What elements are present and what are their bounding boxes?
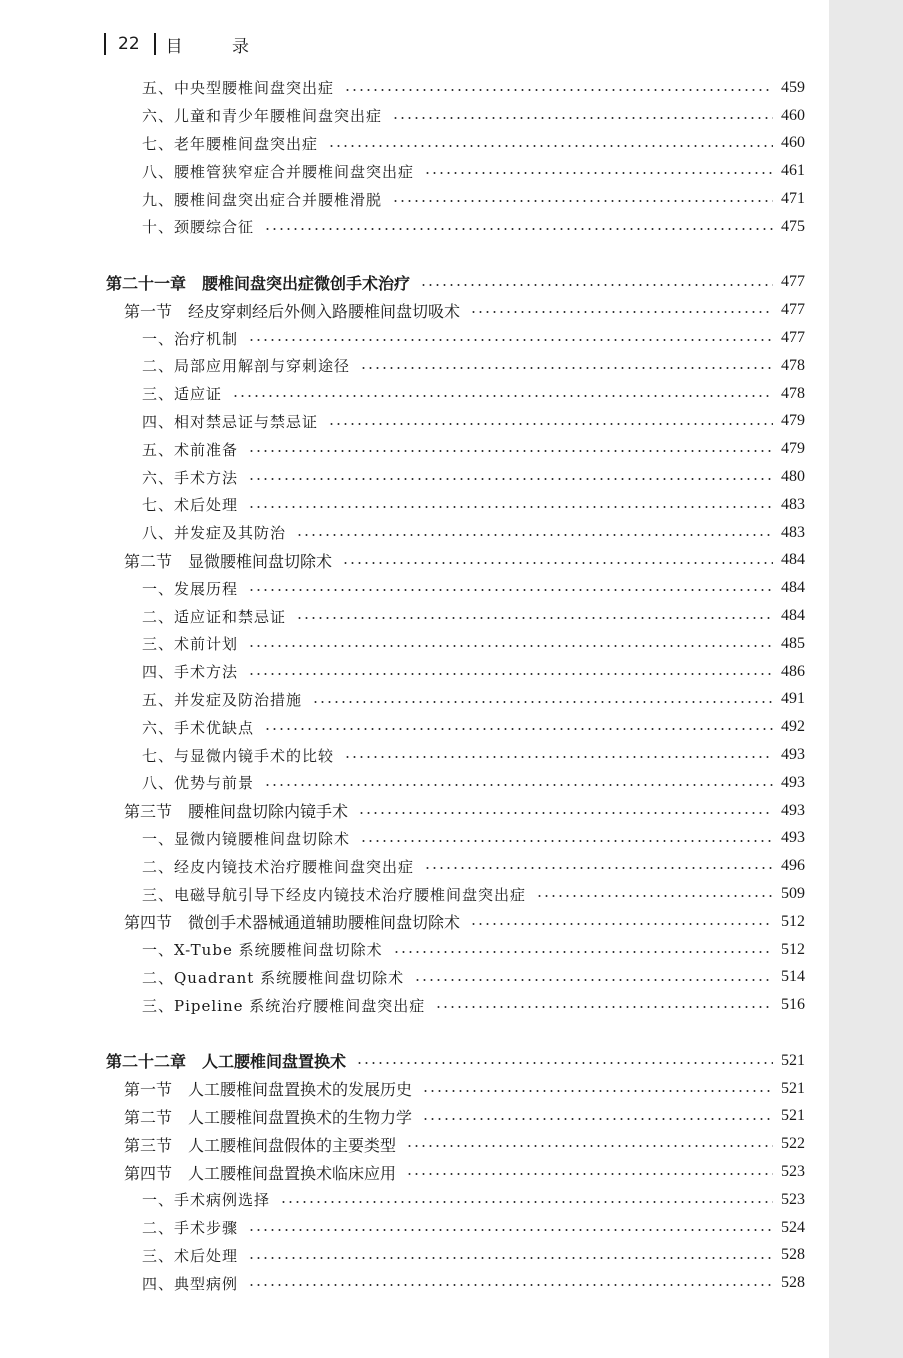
toc-entry-title: 第二节 人工腰椎间盘置换术的生物力学 xyxy=(124,1107,413,1127)
toc-chapter-entry[interactable] xyxy=(0,269,829,297)
toc-entry-title: 二、Quadrant 系统腰椎间盘切除术 xyxy=(142,968,405,987)
toc-item-entry[interactable] xyxy=(0,630,829,658)
toc-entry-page-number: 524 xyxy=(781,1218,805,1236)
dot-leader xyxy=(424,157,773,185)
toc-entry-title: 第二十二章 人工腰椎间盘置换术 xyxy=(106,1052,347,1072)
toc-item-entry[interactable] xyxy=(0,686,829,714)
dot-leader xyxy=(312,686,773,714)
toc-entry-page-number: 493 xyxy=(781,829,805,847)
dot-leader xyxy=(248,630,773,658)
toc-entry-page-number: 522 xyxy=(781,1135,805,1153)
dot-leader xyxy=(296,602,773,630)
toc-entry-page-number: 514 xyxy=(781,968,805,986)
dot-leader xyxy=(392,102,773,130)
dot-leader xyxy=(420,269,773,297)
toc-entry-page-number: 496 xyxy=(781,857,805,875)
dot-leader xyxy=(248,658,773,686)
toc-entry-title: 第二节 显微腰椎间盘切除术 xyxy=(124,551,333,571)
toc-entry-page-number: 475 xyxy=(781,217,805,235)
toc-entry-page-number: 479 xyxy=(781,440,805,458)
toc-entry-title: 四、相对禁忌证与禁忌证 xyxy=(142,412,319,431)
toc-item-entry[interactable] xyxy=(0,519,829,547)
toc-section-entry[interactable] xyxy=(0,1103,829,1131)
dot-leader xyxy=(470,908,773,936)
dot-leader xyxy=(328,130,773,158)
toc-entry-page-number: 521 xyxy=(781,1051,805,1069)
toc-item-entry[interactable] xyxy=(0,157,829,185)
toc-entry-page-number: 460 xyxy=(781,106,805,124)
toc-entry-title: 第四节 人工腰椎间盘置换术临床应用 xyxy=(124,1163,397,1183)
dot-leader xyxy=(264,769,773,797)
toc-item-entry[interactable] xyxy=(0,658,829,686)
toc-entry-page-number: 459 xyxy=(781,78,805,96)
toc-item-entry[interactable] xyxy=(0,213,829,241)
dot-leader xyxy=(280,1186,773,1214)
toc-entry-title: 三、适应证 xyxy=(142,385,223,404)
page-edge-strip xyxy=(829,0,903,1358)
dot-leader xyxy=(470,296,773,324)
toc-chapter-entry[interactable] xyxy=(0,1047,829,1075)
toc-item-entry[interactable] xyxy=(0,964,829,992)
toc-entry-page-number: 509 xyxy=(781,885,805,903)
dot-leader xyxy=(232,380,773,408)
toc-entry-title: 六、手术方法 xyxy=(142,468,239,487)
dot-leader xyxy=(264,713,773,741)
toc-entry-page-number: 460 xyxy=(781,134,805,152)
toc-entry-title: 七、术后处理 xyxy=(142,496,239,515)
dot-leader xyxy=(360,825,773,853)
dot-leader xyxy=(328,408,773,436)
dot-leader xyxy=(422,1103,773,1131)
toc-item-entry[interactable] xyxy=(0,852,829,880)
toc-entry-title: 第一节 经皮穿刺经后外侧入路腰椎间盘切吸术 xyxy=(124,301,461,321)
toc-entry-title: 十、颈腰综合征 xyxy=(142,218,255,237)
toc-entry-title: 四、典型病例 xyxy=(142,1274,239,1293)
dot-leader xyxy=(344,74,773,102)
page-number: 22 xyxy=(118,34,140,54)
toc-item-entry[interactable] xyxy=(0,74,829,102)
toc-entry-page-number: 528 xyxy=(781,1274,805,1292)
dot-leader xyxy=(344,741,773,769)
toc-entry-title: 一、手术病例选择 xyxy=(142,1191,271,1210)
toc-entry-page-number: 512 xyxy=(781,940,805,958)
toc-item-entry[interactable] xyxy=(0,130,829,158)
toc-entry-title: 三、Pipeline 系统治疗腰椎间盘突出症 xyxy=(142,996,426,1015)
toc-section-entry[interactable] xyxy=(0,547,829,575)
toc-entry-title: 三、术前计划 xyxy=(142,635,239,654)
toc-entry-title: 第四节 微创手术器械通道辅助腰椎间盘切除术 xyxy=(124,913,461,933)
toc-entry-page-number: 528 xyxy=(781,1246,805,1264)
dot-leader xyxy=(536,880,773,908)
toc-entry-page-number: 521 xyxy=(781,1079,805,1097)
dot-leader xyxy=(422,1075,773,1103)
toc-entry-title: 五、并发症及防治措施 xyxy=(142,690,303,709)
toc-entry-title: 六、手术优缺点 xyxy=(142,718,255,737)
dot-leader xyxy=(424,852,773,880)
toc-entry-title: 一、X-Tube 系统腰椎间盘切除术 xyxy=(142,941,383,960)
toc-entry-page-number: 471 xyxy=(781,190,805,208)
running-header xyxy=(104,30,271,58)
dot-leader xyxy=(356,1047,773,1075)
toc-entry-page-number: 483 xyxy=(781,495,805,513)
toc-entry-page-number: 484 xyxy=(781,551,805,569)
toc-entry-title: 二、局部应用解剖与穿刺途径 xyxy=(142,357,351,376)
toc-entry-page-number: 484 xyxy=(781,607,805,625)
toc-item-entry[interactable] xyxy=(0,1269,829,1297)
toc-entry-page-number: 521 xyxy=(781,1107,805,1125)
toc-entry-page-number: 484 xyxy=(781,579,805,597)
dot-leader xyxy=(248,574,773,602)
toc-item-entry[interactable] xyxy=(0,352,829,380)
toc-entry-title: 一、治疗机制 xyxy=(142,329,239,348)
toc-item-entry[interactable] xyxy=(0,1214,829,1242)
toc-item-entry[interactable] xyxy=(0,769,829,797)
toc-entry-title: 第二十一章 腰椎间盘突出症微创手术治疗 xyxy=(106,273,411,293)
toc-entry-title: 五、术前准备 xyxy=(142,440,239,459)
dot-leader xyxy=(414,964,773,992)
dot-leader xyxy=(296,519,773,547)
toc-entry-page-number: 493 xyxy=(781,746,805,764)
toc-entry-page-number: 479 xyxy=(781,412,805,430)
toc-entry-page-number: 491 xyxy=(781,690,805,708)
dot-leader xyxy=(342,547,773,575)
toc-entry-page-number: 480 xyxy=(781,468,805,486)
toc-entry-page-number: 493 xyxy=(781,773,805,791)
dot-leader xyxy=(248,324,773,352)
dot-leader xyxy=(248,463,773,491)
toc-entry-title: 一、显微内镜腰椎间盘切除术 xyxy=(142,829,351,848)
toc-item-entry[interactable] xyxy=(0,324,829,352)
dot-leader xyxy=(435,991,773,1019)
toc-entry-page-number: 486 xyxy=(781,662,805,680)
toc-entry-page-number: 461 xyxy=(781,162,805,180)
header-title: 目 录 xyxy=(165,36,272,57)
toc-item-entry[interactable] xyxy=(0,991,829,1019)
toc-entry-page-number: 477 xyxy=(781,273,805,291)
toc-entry-page-number: 492 xyxy=(781,718,805,736)
dot-leader xyxy=(406,1158,773,1186)
toc-entry-page-number: 477 xyxy=(781,301,805,319)
toc-item-entry[interactable] xyxy=(0,491,829,519)
toc-section-entry[interactable] xyxy=(0,1130,829,1158)
toc-item-entry[interactable] xyxy=(0,1242,829,1270)
header-rule-right xyxy=(154,33,156,55)
toc-section-entry[interactable] xyxy=(0,797,829,825)
dot-leader xyxy=(358,797,773,825)
toc-entry-title: 九、腰椎间盘突出症合并腰椎滑脱 xyxy=(142,190,383,209)
toc-entry-title: 二、手术步骤 xyxy=(142,1219,239,1238)
toc-entry-title: 八、腰椎管狭窄症合并腰椎间盘突出症 xyxy=(142,162,415,181)
toc-section-entry[interactable] xyxy=(0,908,829,936)
toc-entry-page-number: 493 xyxy=(781,801,805,819)
toc-item-entry[interactable] xyxy=(0,463,829,491)
toc-entry-title: 第三节 人工腰椎间盘假体的主要类型 xyxy=(124,1135,397,1155)
header-rule-left xyxy=(104,33,106,55)
toc-entry-page-number: 523 xyxy=(781,1163,805,1181)
toc-entry-title: 第一节 人工腰椎间盘置换术的发展历史 xyxy=(124,1080,413,1100)
dot-leader xyxy=(360,352,773,380)
toc-entry-title: 六、儿童和青少年腰椎间盘突出症 xyxy=(142,107,383,126)
dot-leader xyxy=(248,435,773,463)
toc-entry-page-number: 485 xyxy=(781,634,805,652)
dot-leader xyxy=(248,1269,773,1297)
toc-entry-title: 四、手术方法 xyxy=(142,663,239,682)
dot-leader xyxy=(248,1214,773,1242)
toc-item-entry[interactable] xyxy=(0,102,829,130)
toc-item-entry[interactable] xyxy=(0,713,829,741)
toc-entry-page-number: 478 xyxy=(781,356,805,374)
toc-entry-title: 一、发展历程 xyxy=(142,579,239,598)
toc-item-entry[interactable] xyxy=(0,574,829,602)
toc-item-entry[interactable] xyxy=(0,408,829,436)
toc-entry-title: 八、优势与前景 xyxy=(142,774,255,793)
toc-entry-title: 七、老年腰椎间盘突出症 xyxy=(142,134,319,153)
dot-leader xyxy=(264,213,773,241)
toc-item-entry[interactable] xyxy=(0,602,829,630)
toc-entry-title: 三、术后处理 xyxy=(142,1246,239,1265)
toc-item-entry[interactable] xyxy=(0,380,829,408)
toc-entry-page-number: 516 xyxy=(781,996,805,1014)
toc-entry-page-number: 477 xyxy=(781,329,805,347)
toc-item-entry[interactable] xyxy=(0,825,829,853)
toc-item-entry[interactable] xyxy=(0,1186,829,1214)
toc-entry-page-number: 478 xyxy=(781,384,805,402)
toc-entry-page-number: 483 xyxy=(781,523,805,541)
toc-entry-title: 三、电磁导航引导下经皮内镜技术治疗腰椎间盘突出症 xyxy=(142,885,527,904)
toc-entry-title: 第三节 腰椎间盘切除内镜手术 xyxy=(124,802,349,822)
toc-item-entry[interactable] xyxy=(0,435,829,463)
toc-item-entry[interactable] xyxy=(0,741,829,769)
dot-leader xyxy=(248,1242,773,1270)
toc-section-entry[interactable] xyxy=(0,1158,829,1186)
dot-leader xyxy=(392,185,773,213)
toc-item-entry[interactable] xyxy=(0,880,829,908)
dot-leader xyxy=(406,1130,773,1158)
toc-entry-title: 二、适应证和禁忌证 xyxy=(142,607,287,626)
toc-item-entry[interactable] xyxy=(0,185,829,213)
toc-entry-title: 五、中央型腰椎间盘突出症 xyxy=(142,79,335,98)
toc-entry-title: 七、与显微内镜手术的比较 xyxy=(142,746,335,765)
toc-entry-page-number: 512 xyxy=(781,912,805,930)
toc-section-entry[interactable] xyxy=(0,296,829,324)
toc-section-entry[interactable] xyxy=(0,1075,829,1103)
toc-entry-page-number: 523 xyxy=(781,1190,805,1208)
toc-entry-title: 八、并发症及其防治 xyxy=(142,524,287,543)
dot-leader xyxy=(393,936,773,964)
toc-item-entry[interactable] xyxy=(0,936,829,964)
toc-entry-title: 二、经皮内镜技术治疗腰椎间盘突出症 xyxy=(142,857,415,876)
dot-leader xyxy=(248,491,773,519)
